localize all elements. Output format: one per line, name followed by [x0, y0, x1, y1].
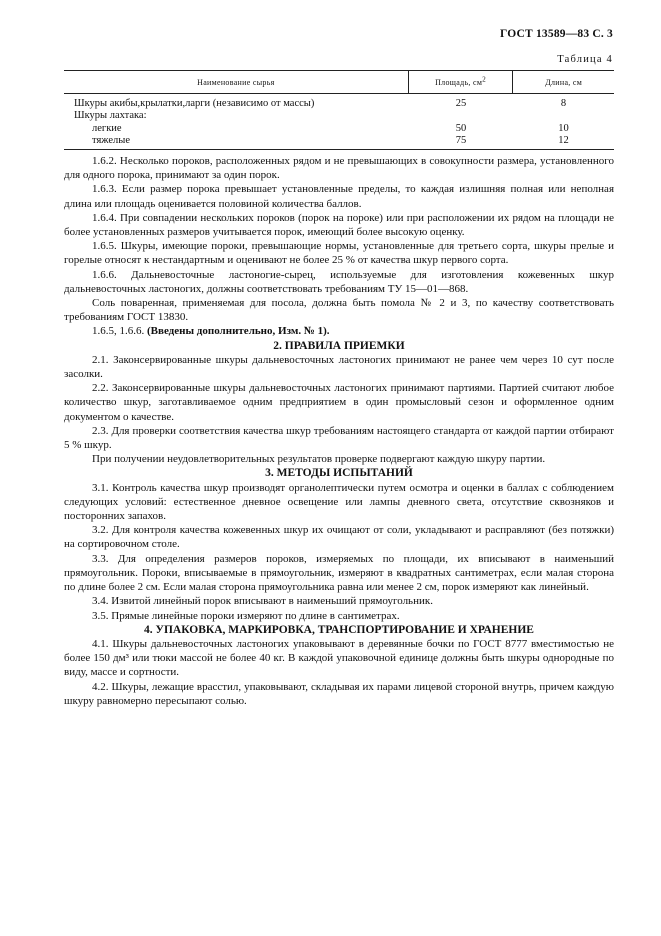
paragraph-4-1: 4.1. Шкуры дальневосточных ластоногих упаковывают в деревянные бочки по ГОСТ 8777 вместимостью не более 150 дм³ или тюки массой не более 40 кг. В каждой упаковочной единице должны быть шкуры однородные по виду, массе и сортности.	[64, 637, 614, 679]
row-length: 8	[560, 98, 567, 109]
row-area: 75	[455, 135, 467, 146]
table-header-cell: Наименование сырья	[64, 71, 409, 93]
paragraph-1-6-2: 1.6.2. Несколько пороков, расположенных рядом и не превышающих в совокупности размера, установленного для одного порока, принимают за один порок.	[64, 155, 614, 182]
row-name: Шкуры акибы,крылатки,ларги (независимо от массы)	[74, 98, 315, 109]
body-text	[64, 154, 614, 708]
table-row	[64, 123, 614, 135]
page-header: ГОСТ 13589—83 С. 3	[500, 28, 613, 40]
paragraph-3-3: 3.3. Для определения размеров пороков, измеряемых по площади, их вписывают в наименьший прямоугольник. Пороки, вписываемые в прямоугольник, измеряют в квадратных сантиметрах, если малая сторона по длине более 2 см. Если малая сторона прямоугольника равна или менее 2 см, порок измеряют как линейный.	[64, 552, 614, 594]
paragraph-1-6-6: 1.6.6. Дальневосточные ластоногие-сырец, используемые для изготовления кожевенных шкур дальневосточных ластоногих, должны соответствовать требованиям ТУ 15—01—868.	[64, 268, 614, 295]
paragraph-2-1: 2.1. Законсервированные шкуры дальневосточных ластоногих принимают не ранее чем через 10 сут после засолки.	[64, 353, 614, 381]
paragraph-salt: Соль поваренная, применяемая для посола, должна быть помола № 2 и 3, по качеству соответствовать требованиям ГОСТ 13830.	[64, 297, 614, 324]
section-3-title: 3. МЕТОДЫ ИСПЫТАНИЙ	[265, 467, 413, 480]
row-name: Шкуры лахтака:	[74, 110, 147, 121]
table-row	[64, 110, 614, 122]
table-header-cell: Площадь, $см^2$	[409, 71, 514, 93]
row-length: 12	[558, 135, 569, 146]
row-name: тяжелые	[92, 135, 131, 146]
paragraph-1-6-3: 1.6.3. Если размер порока превышает установленные пределы, то каждая излишняя полная или неполная длина или площадь оценивается половиной количества баллов.	[64, 183, 614, 210]
paragraph-4-2: 4.2. Шкуры, лежащие врасстил, упаковывают, складывая их парами лицевой стороной внутрь, причем каждую шкуру равномерно пересыпают солью.	[64, 680, 614, 707]
amendment-note: 1.6.5, 1.6.6. (Введены дополнительно, Изм. № 1).	[92, 325, 330, 338]
row-length	[513, 110, 614, 122]
section-2-title: 2. ПРАВИЛА ПРИЕМКИ	[273, 339, 405, 352]
row-area: 50	[455, 123, 467, 134]
paragraph-3-1: 3.1. Контроль качества шкур производят органолептически путем осмотра и оценки в баллах с соблюдением следующих условий: естественное дневное освещение или лампы дневного света, отсутствие сквозняков и посторонних запахов.	[64, 481, 614, 523]
row-length: 10	[558, 123, 569, 134]
table-body	[64, 94, 614, 149]
table-caption: Таблица 4	[557, 54, 613, 65]
paragraph-2-3-cont: При получении неудовлетворительных результатов проверке подвергают каждую шкуру партии.	[92, 453, 546, 466]
data-table	[64, 70, 614, 150]
paragraph-1-6-4: 1.6.4. При совпадении нескольких пороков (порок на пороке) или при расположении их рядом на площади не более установленных размеров учитывается порок, имеющий более высокую оценку.	[64, 211, 614, 239]
row-area	[409, 110, 513, 122]
table-row	[64, 135, 614, 147]
section-4-title: 4. УПАКОВКА, МАРКИРОВКА, ТРАНСПОРТИРОВАНИЕ И ХРАНЕНИЕ	[144, 623, 534, 636]
row-name: легкие	[92, 123, 122, 134]
paragraph-3-4: 3.4. Извитой линейный порок вписывают в наименьший прямоугольник.	[92, 595, 433, 608]
paragraph-2-3: 2.3. Для проверки соответствия качества шкур требованиям настоящего стандарта от каждой партии отбирают 5 % шкур.	[64, 424, 614, 452]
row-area: 25	[455, 98, 467, 109]
paragraph-3-2: 3.2. Для контроля качества кожевенных шкур их очищают от соли, укладывают и расправляют (без потяжки) на сортировочном столе.	[64, 524, 614, 551]
paragraph-3-5: 3.5. Прямые линейные пороки измеряют по длине в сантиметрах.	[92, 609, 400, 622]
table-header-row	[64, 71, 614, 94]
paragraph-2-2: 2.2. Законсервированные шкуры дальневосточных ластоногих принимают партиями. Партией считают любое количество шкур, заготавливаемое одним предприятием в один промысловый сезон и оформленное одним документом о качестве.	[64, 382, 614, 423]
table-header-cell: Длина, см	[545, 77, 583, 87]
table-row	[64, 98, 614, 110]
paragraph-1-6-5: 1.6.5. Шкуры, имеющие пороки, превышающие нормы, установленные для третьего сорта, шкуры прелые и горелые относят к нестандартным и оценивают не более 25 % от качества шкур первого сорта.	[64, 240, 614, 267]
